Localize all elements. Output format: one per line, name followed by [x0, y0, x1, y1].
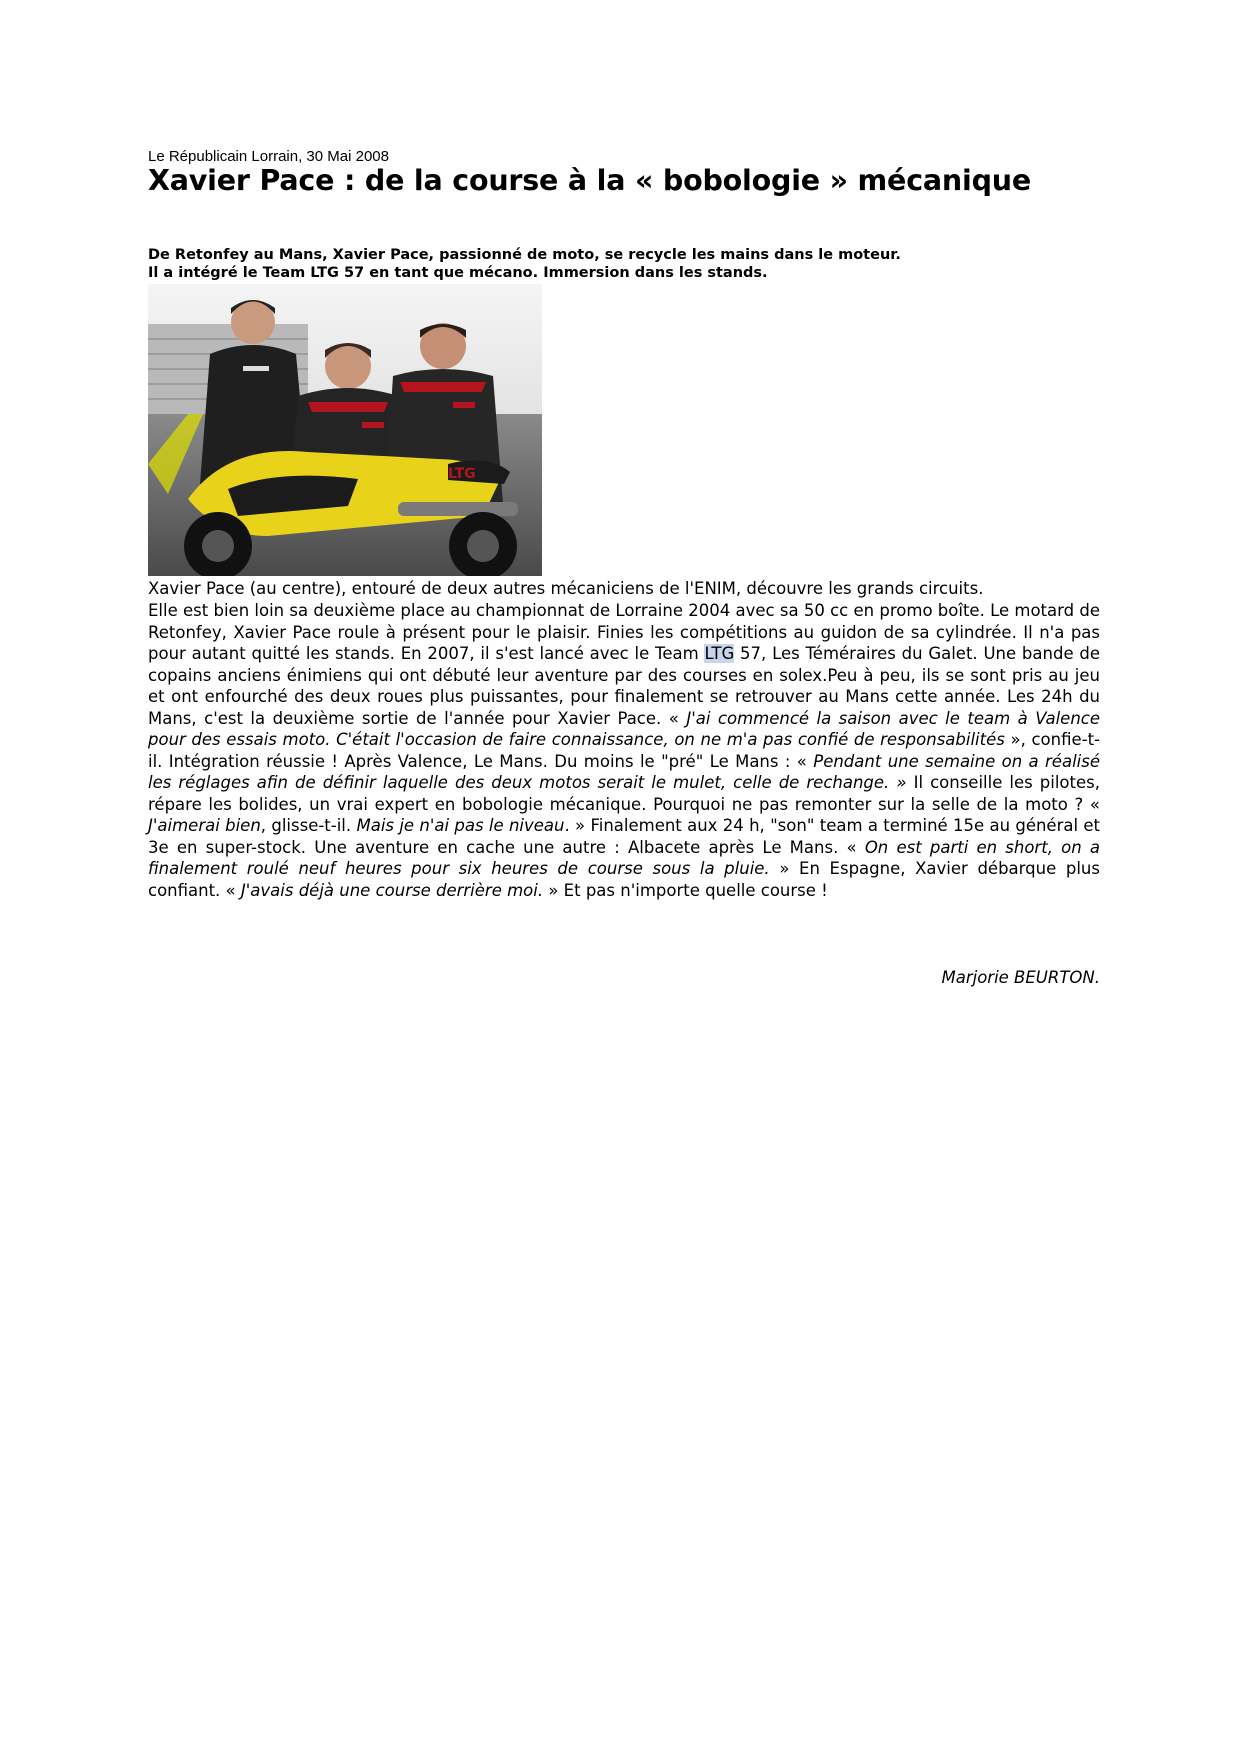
headline: Xavier Pace : de la course à la « bobologie » mécanique: [148, 164, 1031, 197]
article-photo: [148, 284, 542, 576]
chapo-line: Il a intégré le Team LTG 57 en tant que mécano. Immersion dans les stands.: [148, 265, 768, 281]
author-signature: Marjorie BEURTON.: [941, 968, 1100, 987]
body-text: . » Finalement aux 24 h, "son" team a terminé 15e au général et 3e en super-stock. Une aventure en cache une autre : Albacete après Le Mans. «: [148, 816, 1101, 857]
quote: Mais je n'ai pas le niveau: [356, 816, 565, 835]
quote: On est parti en short, on a finalement roulé neuf heures pour six heures de course sous la pluie.: [148, 837, 1100, 878]
chapo: [148, 246, 998, 282]
quote: J'aimerai bien: [148, 816, 261, 835]
body-text: », confie-t-il. Intégration réussie ! Après Valence, Le Mans. Du moins le "pré" Le Mans : «: [148, 730, 1100, 771]
photo-caption: Xavier Pace (au centre), entouré de deux autres mécaniciens de l'ENIM, découvre les grands circuits.: [148, 579, 984, 598]
body-text: » En Espagne, Xavier débarque plus confiant. «: [148, 859, 1100, 900]
quote: J'avais déjà une course derrière moi.: [240, 880, 544, 900]
quote: J'ai commencé la saison avec le team à Valence pour des essais moto. C'était l'occasion de faire connaissance, on ne m'a pas confié de responsabilités: [148, 708, 1100, 749]
body-text: 57, Les Téméraires du Galet. Une bande de copains anciens énimiens qui ont débuté leur aventure par des courses en solex.Peu à peu, ils se sont pris au jeu et ont enfourché des deux roues plus puissantes, pour finalement se retrouver au Mans cette année. Les 24h du Mans, c'est la deuxième sortie de l'année pour Xavier Pace. «: [148, 644, 1101, 728]
body-text: Elle est bien loin sa deuxième place au championnat de Lorraine 2004 avec sa 50 cc en promo boîte. Le motard de Retonfey, Xavier Pace roule à présent pour le plaisir. Finies les compétitions au guidon de sa cylindrée. Il n'a pas pour autant quitté les stands. En 2007, il s'est lancé avec le Team: [148, 601, 1100, 663]
article-body: [148, 600, 1100, 901]
body-text: » Et pas n'importe quelle course !: [543, 880, 828, 900]
body-text: , glisse-t-il.: [260, 816, 357, 835]
body-text: Il conseille les pilotes, répare les bolides, un vrai expert en bobologie mécanique. Pourquoi ne pas remonter sur la selle de la moto ? «: [148, 773, 1100, 814]
chapo-line: De Retonfey au Mans, Xavier Pace, passionné de moto, se recycle les mains dans le moteur.: [148, 247, 901, 263]
highlighted-text: LTG: [704, 644, 735, 663]
photo-illustration: [148, 284, 542, 576]
source-line: Le Républicain Lorrain, 30 Mai 2008: [148, 148, 389, 165]
quote: Pendant une semaine on a réalisé les réglages afin de définir laquelle des deux motos serait le mulet, celle de rechange. »: [148, 751, 1100, 792]
bike-label: LTG: [448, 466, 476, 482]
